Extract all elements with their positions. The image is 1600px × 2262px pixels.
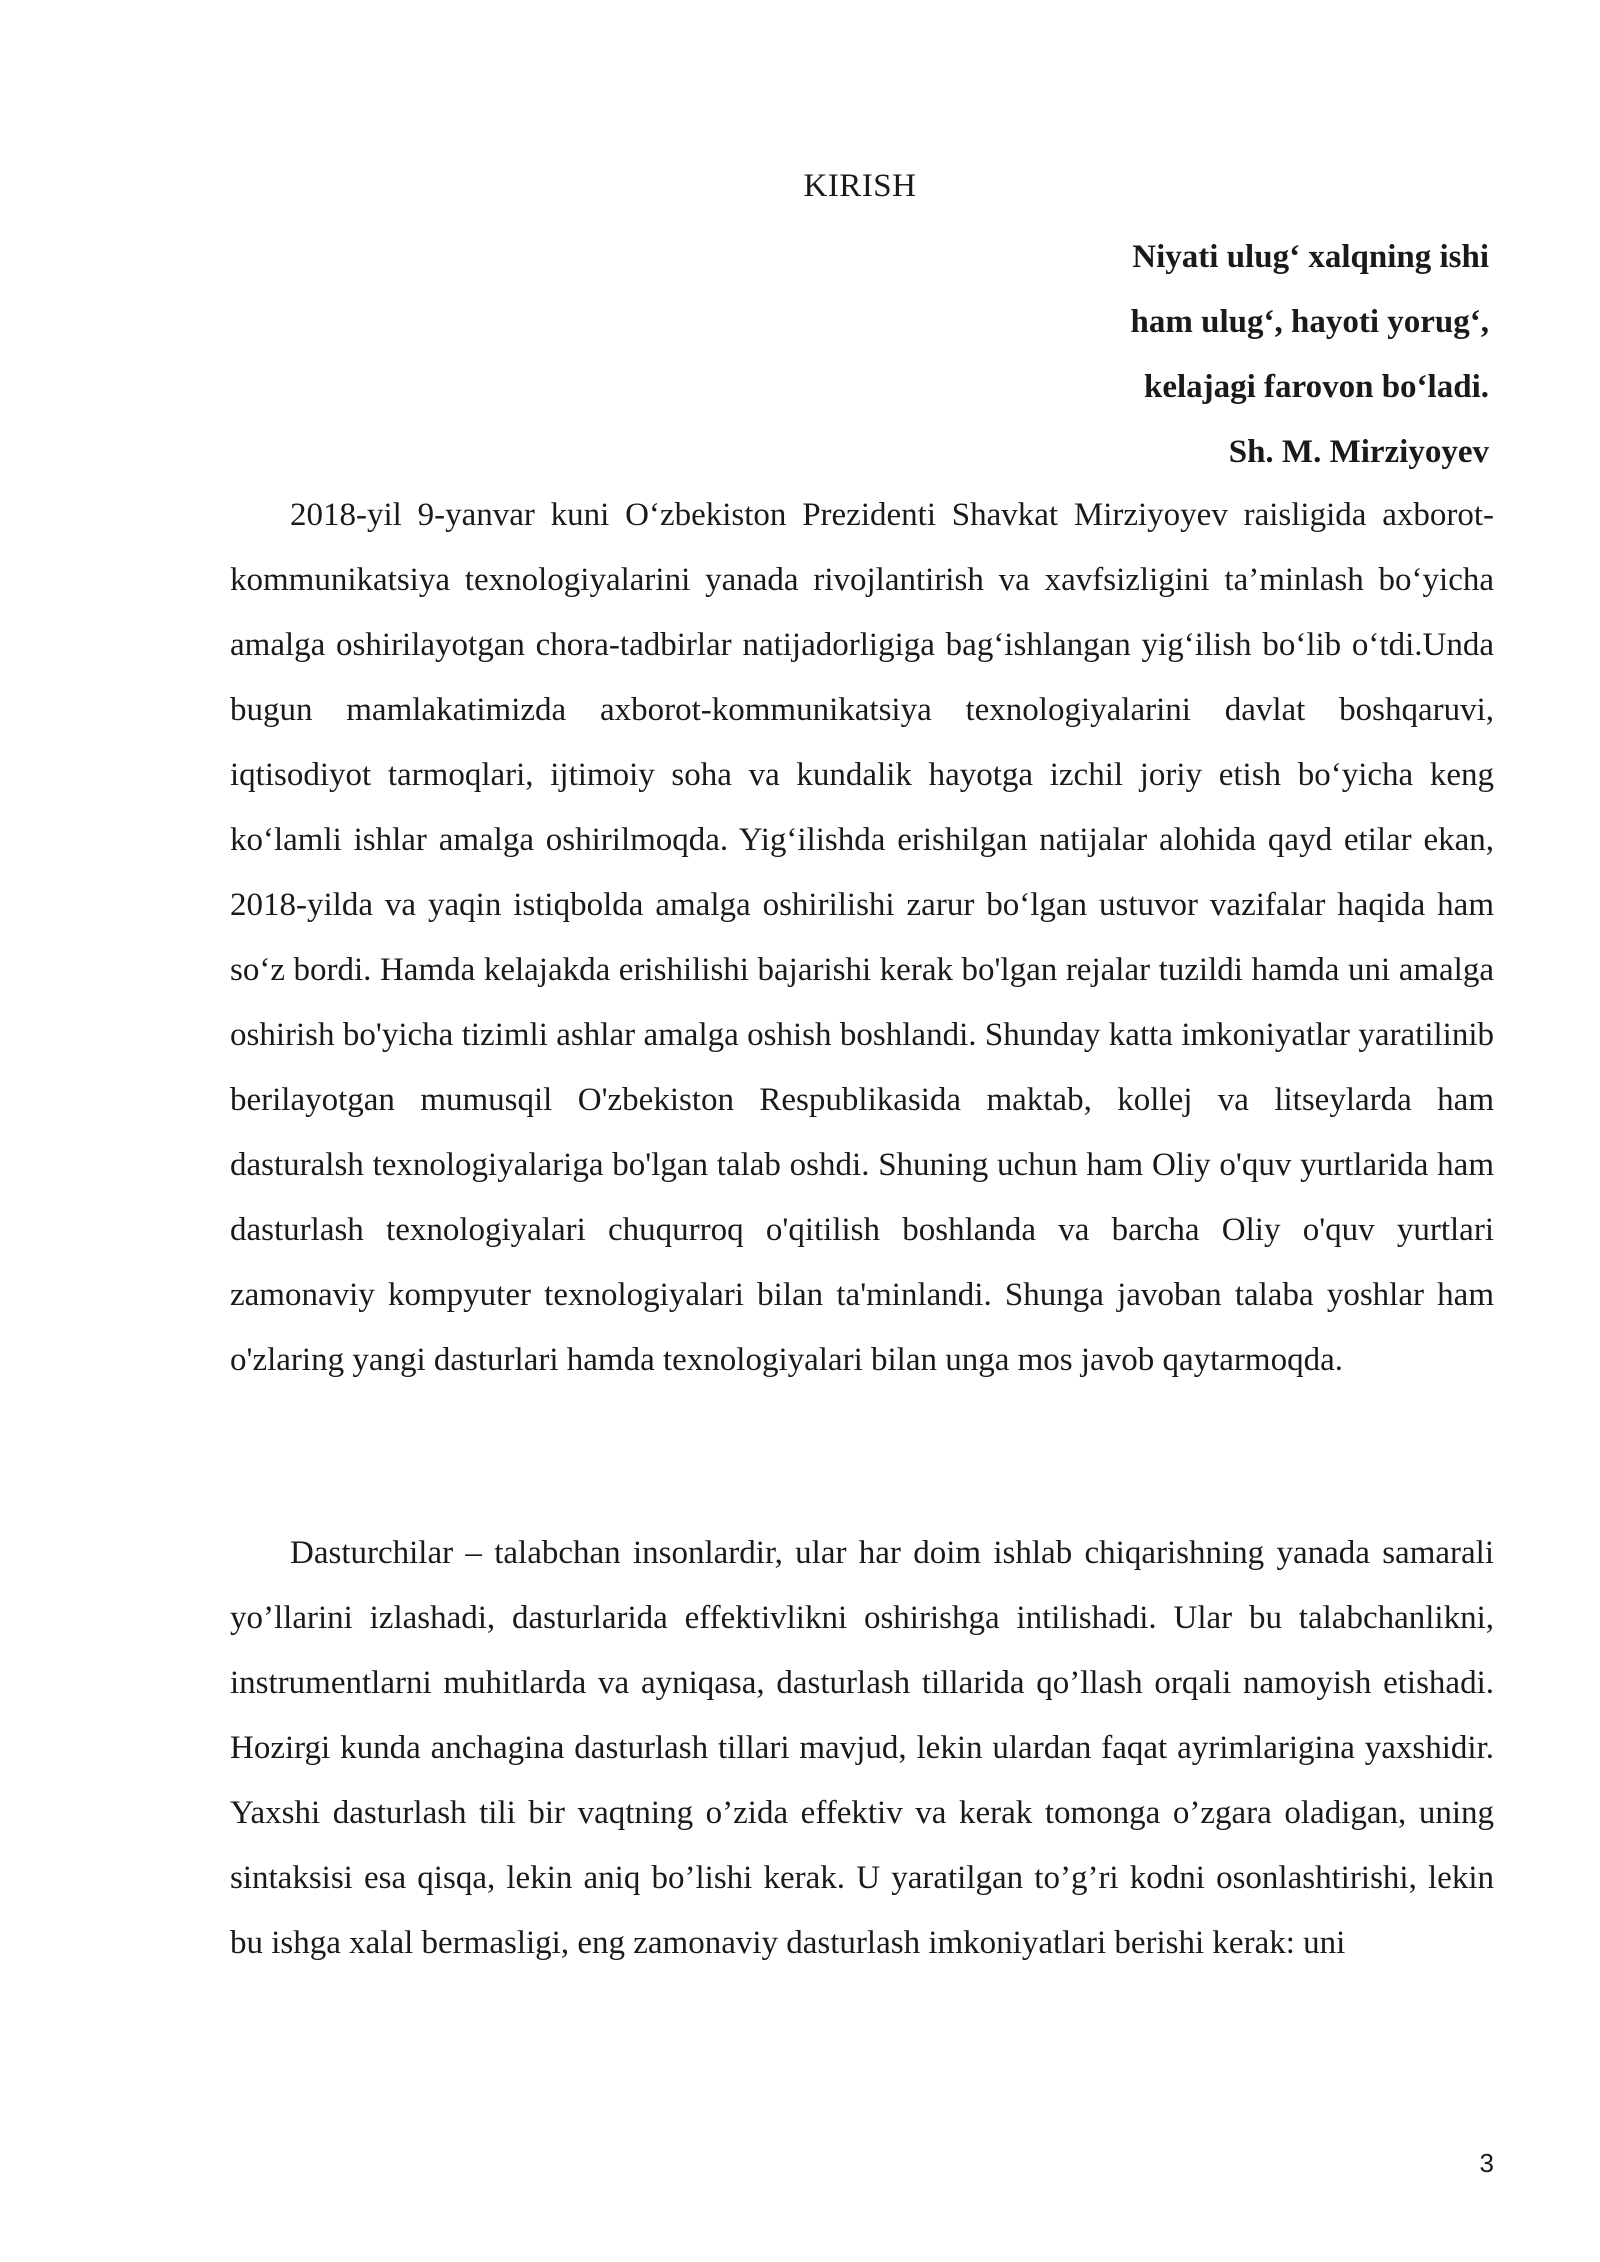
body-paragraph-block-2 (230, 1521, 1494, 1976)
body-paragraph-block-1 (230, 483, 1494, 1393)
body-paragraph: 2018-yil 9-yanvar kuni O‘zbekiston Prezidenti Shavkat Mirziyoyev raisligida axborot-kommunikatsiya texnologiyalarini yanada rivojlantirish va xavfsizligini ta’minlash bo‘yicha amalga oshirilayotgan chora-tadbirlar natijadorligiga bag‘ishlangan yig‘ilish bo‘lib o‘tdi.Unda bugun mamlakatimizda axborot-kommunikatsiya texnologiyalarini davlat boshqaruvi, iqtisodiyot tarmoqlari, ijtimoiy soha va kundalik hayotga izchil joriy etish bo‘yicha keng ko‘lamli ishlar amalga oshirilmoqda. Yig‘ilishda erishilgan natijalar alohida qayd etilar ekan, 2018-yilda va yaqin istiqbolda amalga oshirilishi zarur bo‘lgan ustuvor vazifalar haqida ham so‘z bordi. Hamda kelajakda erishilishi bajarishi kerak bo'lgan rejalar tuzildi hamda uni amalga oshirish bo'yicha tizimli ashlar amalga oshish boshlandi. Shunday katta imkoniyatlar yaratilinib berilayotgan mumusqil O'zbekiston Respublikasida maktab, kollej va litseylarda ham dasturalsh texnologiyalariga bo'lgan talab oshdi. Shuning uchun ham Oliy o'quv yurtlarida ham dasturlash texnologiyalari chuqurroq o'qitilish boshlanda va barcha Oliy o'quv yurtlari zamonaviy kompyuter texnologiyalari bilan ta'minlandi. Shunga javoban talaba yoshlar ham o'zlaring yangi dasturlari hamda texnologiyalari bilan unga mos javob qaytarmoqda. (230, 497, 1494, 1378)
epigraph-line: Niyati ulug‘ xalqning ishi (1132, 239, 1489, 275)
section-heading: KIRISH (803, 168, 917, 204)
epigraph-line: kelajagi farovon bo‘ladi. (1143, 369, 1489, 405)
epigraph-author: Sh. M. Mirziyoyev (1228, 434, 1489, 470)
epigraph (1131, 225, 1489, 485)
page-number: 3 (1479, 2148, 1494, 2178)
body-paragraph: Dasturchilar – talabchan insonlardir, ular har doim ishlab chiqarishning yanada samarali yo’llarini izlashadi, dasturlarida effektivlikni oshirishga intilishadi. Ular bu talabchanlikni, instrumentlarni muhitlarda va ayniqasa, dasturlash tillarida qo’llash orqali namoyish etishadi. Hozirgi kunda anchagina dasturlash tillari mavjud, lekin ulardan faqat ayrimlarigina yaxshidir. Yaxshi dasturlash tili bir vaqtning o’zida effektiv va kerak tomonga o’zgara oladigan, uning sintaksisi esa qisqa, lekin aniq bo’lishi kerak. U yaratilgan to’g’ri kodni osonlashtirishi, lekin bu ishga xalal bermasligi, eng zamonaviy dasturlash imkoniyatlari berishi kerak: uni (230, 1535, 1494, 1961)
epigraph-line: ham ulug‘, hayoti yorug‘, (1130, 304, 1489, 340)
